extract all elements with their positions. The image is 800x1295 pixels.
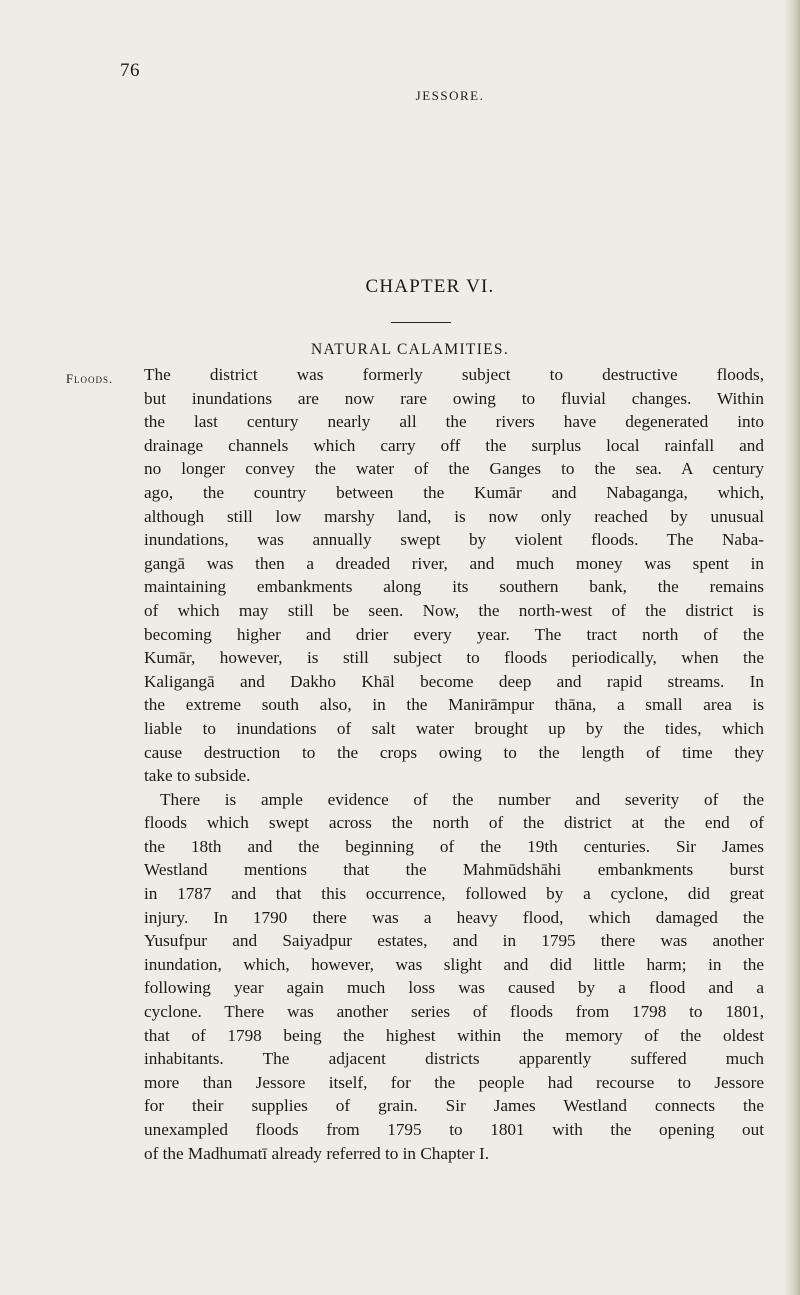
text-line: inhabitants. The adjacent districts apparently suffered much xyxy=(144,1049,764,1069)
text-line: There is ample evidence of the number and severity of the xyxy=(160,789,764,809)
text-line: injury. In 1790 there was a heavy flood, which damaged the xyxy=(144,907,764,927)
text-line: following year again much loss was caused by a flood and a xyxy=(144,978,764,998)
text-line: unexampled floods from 1795 to 1801 with the opening out xyxy=(144,1120,764,1139)
text-line: inundation, which, however, was slight and did little harm; in the xyxy=(144,954,764,974)
text-line: take to subside. xyxy=(144,766,251,786)
body-text xyxy=(144,363,764,1165)
text-line: ago, the country between the Kumār and Nabaganga, which, xyxy=(144,482,764,502)
text-line: cause destruction to the crops owing to the length of time they xyxy=(144,742,764,762)
text-line: more than Jessore itself, for the people had recourse to Jessore xyxy=(144,1072,764,1092)
text-line: floods which swept across the north of the district at the end of xyxy=(144,813,764,833)
text-line: Yusufpur and Saiyadpur estates, and in 1795 there was another xyxy=(144,931,764,951)
text-line: of the Madhumatī already referred to in Chapter I. xyxy=(144,1143,490,1163)
text-line: although still low marshy land, is now only reached by unusual xyxy=(144,506,764,526)
text-line: that of 1798 being the highest within the memory of the oldest xyxy=(144,1025,764,1045)
text-line: Kaligangā and Dakho Khāl become deep and rapid streams. In xyxy=(144,671,764,691)
text-line: Westland mentions that the Mahmūdshāhi embankments burst xyxy=(144,860,764,880)
text-line: Kumār, however, is still subject to floods periodically, when the xyxy=(144,648,764,668)
text-line: of which may still be seen. Now, the north-west of the district is xyxy=(144,600,764,620)
text-line: but inundations are now rare owing to fluvial changes. Within xyxy=(144,388,764,408)
side-note: Floods. xyxy=(66,372,114,386)
title-rule xyxy=(391,322,451,323)
text-line: the last century nearly all the rivers have degenerated into xyxy=(144,412,764,432)
text-line: the extreme south also, in the Manirāmpur thāna, a small area is xyxy=(144,695,764,715)
page-edge-shadow xyxy=(784,0,800,1295)
text-line: no longer convey the water of the Ganges to the sea. A century xyxy=(144,459,764,479)
text-line: the 18th and the beginning of the 19th centuries. Sir James xyxy=(144,836,764,856)
text-line: maintaining embankments along its southern bank, the remains xyxy=(144,577,764,597)
text-line: inundations, was annually swept by violent floods. The Naba- xyxy=(144,530,764,550)
text-line: in 1787 and that this occurrence, followed by a cyclone, did great xyxy=(144,884,764,904)
chapter-title: CHAPTER VI. xyxy=(365,276,495,297)
text-line: gangā was then a dreaded river, and much money was spent in xyxy=(144,553,764,573)
text-line: liable to inundations of salt water brought up by the tides, which xyxy=(144,718,764,738)
text-line: for their supplies of grain. Sir James Westland connects the xyxy=(144,1096,764,1116)
text-line: The district was formerly subject to destructive floods, xyxy=(144,365,764,384)
text-line: becoming higher and drier every year. The tract north of the xyxy=(144,624,764,644)
text-line: cyclone. There was another series of floods from 1798 to 1801, xyxy=(144,1002,764,1022)
section-title: NATURAL CALAMITIES. xyxy=(310,341,510,358)
running-head: JESSORE. xyxy=(415,88,485,103)
page-number: 76 xyxy=(120,60,140,81)
text-line: drainage channels which carry off the surplus local rainfall and xyxy=(144,435,764,455)
